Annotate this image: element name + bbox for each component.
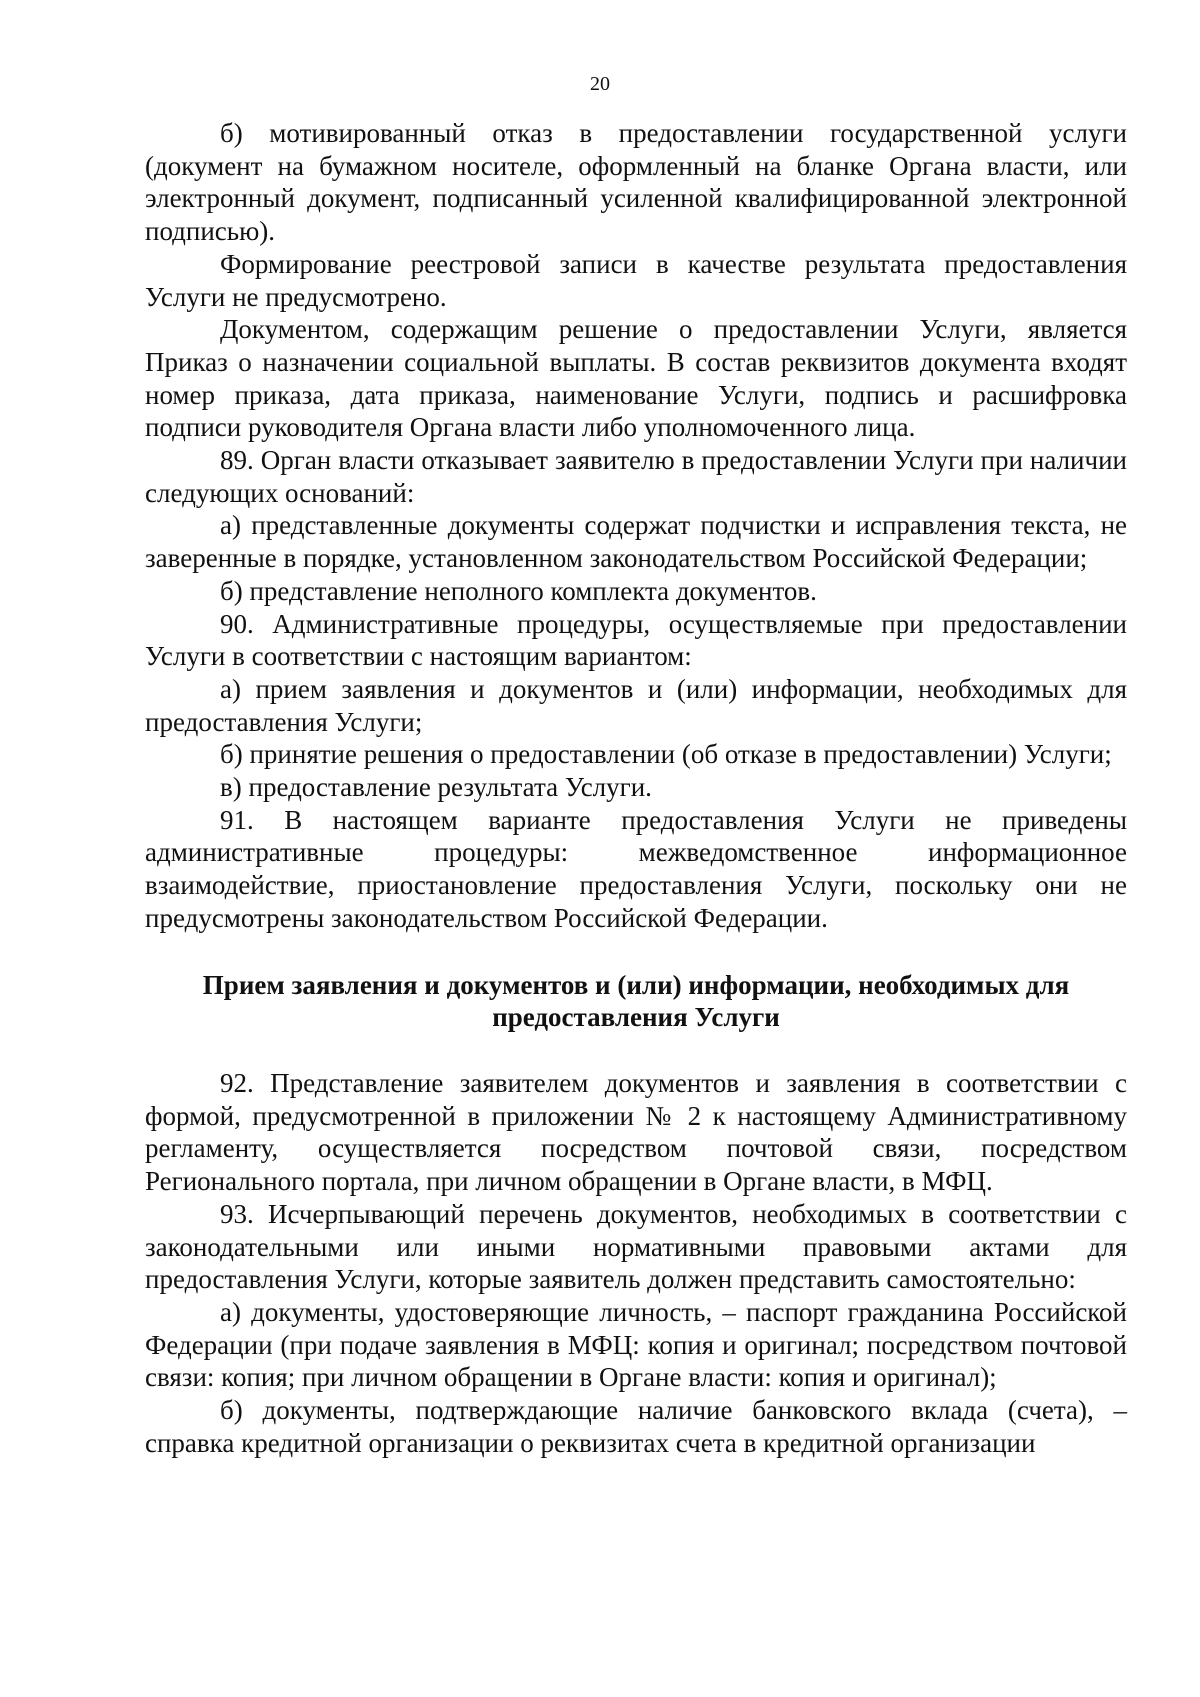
- paragraph-89: 89. Орган власти отказывает заявителю в предоставлении Услуги при наличии следующих оснований:: [145, 445, 1127, 508]
- paragraph-90: 90. Административные процедуры, осуществляемые при предоставлении Услуги в соответствии с настоящим вариантом:: [145, 608, 1127, 672]
- paragraph-90-v: в) предоставление результата Услуги.: [220, 772, 652, 803]
- paragraph-89-a: а) представленные документы содержат подчистки и исправления текста, не заверенные в порядке, установленном законодательством Российской Федерации;: [145, 510, 1127, 574]
- paragraph-93: 93. Исчерпывающий перечень документов, необходимых в соответствии с законодательными или иными нормативными правовыми актами для предоставления Услуги, которые заявитель должен представить самостоятельно:: [145, 1198, 1127, 1295]
- paragraph-91: 91. В настоящем варианте предоставления Услуги не приведены административные процедуры: межведомственное информационное взаимодействие, приостановление предоставления Услуги, поскольку они не предусмотрены законодательством Российской Федерации.: [145, 804, 1127, 933]
- paragraph-90-a: а) прием заявления и документов и (или) информации, необходимых для предоставления Услуги;: [145, 673, 1127, 737]
- paragraph-decision-document: Документом, содержащим решение о предоставлении Услуги, является Приказ о назначении социальной выплаты. В состав реквизитов документа входят номер приказа, дата приказа, наименование Услуги, подпись и расшифровка подписи руководителя Органа власти либо уполномоченного лица.: [145, 314, 1127, 443]
- paragraph-result-refusal: б) мотивированный отказ в предоставлении государственной услуги (документ на бумажном носителе, оформленный на бланке Органа власти, или электронный документ, подписанный усиленной квалифицированной электронной подписью).: [145, 118, 1127, 247]
- section-heading: Прием заявления и документов и (или) информации, необходимых для предоставления Услуги: [202, 969, 1070, 1033]
- paragraph-93-a: а) документы, удостоверяющие личность, – паспорт гражданина Российской Федерации (при подаче заявления в МФЦ: копия и оригинал; посредством почтовой связи: копия; при личном обращении в Органе власти: копия и оригинал);: [145, 1296, 1127, 1393]
- paragraph-89-b: б) представление неполного комплекта документов.: [220, 575, 817, 606]
- paragraph-registry-record: Формирование реестровой записи в качестве результата предоставления Услуги не предусмотрено.: [145, 248, 1127, 312]
- paragraph-92: 92. Представление заявителем документов и заявления в соответствии с формой, предусмотренной в приложении № 2 к настоящему Административному регламенту, осуществляется посредством почтовой связи, посредством Регионального портала, при личном обращении в Органе власти, в МФЦ.: [145, 1067, 1127, 1197]
- page-number: 20: [590, 73, 610, 95]
- document-body: [145, 117, 1127, 1459]
- paragraph-90-b: б) принятие решения о предоставлении (об отказе в предоставлении) Услуги;: [220, 739, 1112, 770]
- paragraph-93-b: б) документы, подтверждающие наличие банковского вклада (счета), – справка кредитной организации о реквизитах счета в кредитной организации: [145, 1395, 1127, 1458]
